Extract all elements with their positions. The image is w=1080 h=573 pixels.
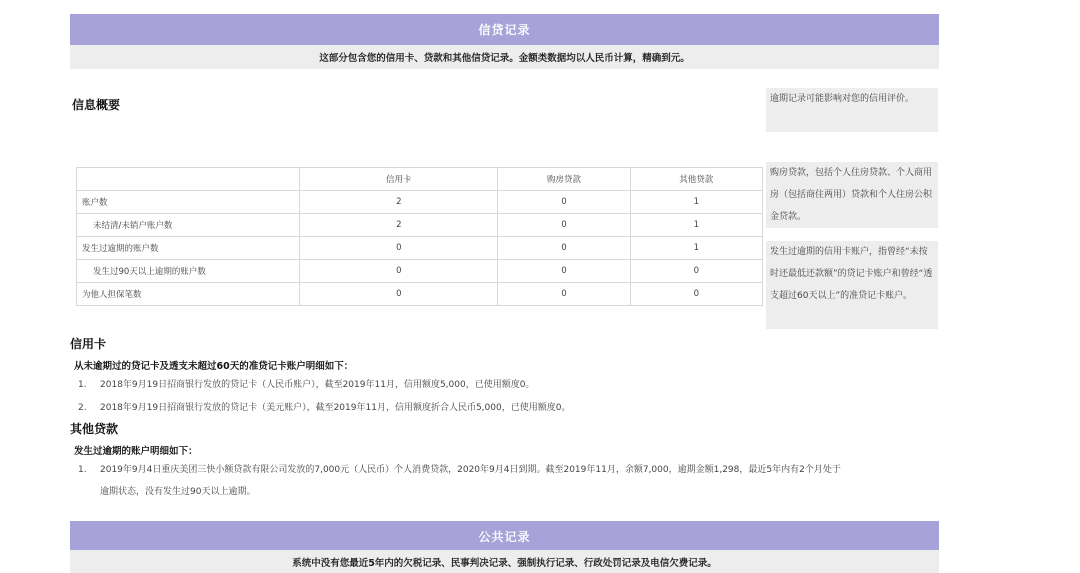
list-number: 2. [78,403,87,413]
table-header-cell: 购房贷款 [498,168,630,191]
table-row [77,283,763,306]
credit-record-description: 这部分包含您的信用卡、贷款和其他信贷记录。金额类数据均以人民币计算，精确到元。 [70,45,939,69]
list-item-continuation: 逾期状态，没有发生过90天以上逾期。 [100,487,256,497]
row-label: 账户数 [77,191,300,214]
other-loans-heading: 其他贷款 [70,422,119,436]
credit-card-subheading: 从未逾期过的贷记卡及透支未超过60天的准贷记卡账户明细如下： [74,361,354,372]
table-header-cell [77,168,300,191]
cell-value: 0 [498,237,630,260]
table-row [77,214,763,237]
cell-value: 0 [630,283,762,306]
table-header-cell: 其他贷款 [630,168,762,191]
cell-value: 0 [630,260,762,283]
other-loans-subheading: 发生过逾期的账户明细如下： [74,446,198,457]
list-number: 1. [78,380,87,390]
list-text: 2019年9月4日重庆美团三快小额贷款有限公司发放的7,000元（人民币）个人消费贷款，2020年9月4日到期。截至2019年11月，余额7,000，逾期金额1,298，最近5年内有2个月处于 [100,465,841,475]
table-row [77,191,763,214]
table-header-cell: 信用卡 [300,168,498,191]
list-item [78,397,570,419]
cell-value: 0 [300,260,498,283]
credit-record-header: 信贷记录 [70,14,939,45]
cell-value: 0 [498,260,630,283]
list-number: 1. [78,465,87,475]
cell-value: 2 [300,214,498,237]
credit-card-heading: 信用卡 [70,337,107,351]
public-record-header: 公共记录 [70,521,939,552]
summary-heading: 信息概要 [72,98,121,112]
row-label: 发生过逾期的账户数 [77,237,300,260]
row-label: 为他人担保笔数 [77,283,300,306]
note-overdue-card: 发生过逾期的信用卡账户，指曾经“未按时还最低还款额”的贷记卡账户和曾经“透支超过60天以上”的准贷记卡账户。 [766,241,938,329]
row-label: 发生过90天以上逾期的账户数 [77,260,300,283]
table-row [77,237,763,260]
cell-value: 1 [630,191,762,214]
table-row [77,260,763,283]
cell-value: 0 [300,283,498,306]
list-item [78,459,841,481]
list-text: 2018年9月19日招商银行发放的贷记卡（人民币账户），截至2019年11月，信用额度5,000，已使用额度0。 [100,380,535,390]
public-record-description: 系统中没有您最近5年内的欠税记录、民事判决记录、强制执行记录、行政处罚记录及电信欠费记录。 [70,550,939,573]
row-label: 未结清/未销户账户数 [77,214,300,237]
cell-value: 0 [300,237,498,260]
list-text: 2018年9月19日招商银行发放的贷记卡（美元账户），截至2019年11月，信用额度折合人民币5,000，已使用额度0。 [100,403,571,413]
table-header-row [77,168,763,191]
cell-value: 0 [498,191,630,214]
list-item [78,374,534,396]
note-overdue-impact: 逾期记录可能影响对您的信用评价。 [766,88,938,132]
cell-value: 2 [300,191,498,214]
cell-value: 0 [498,214,630,237]
cell-value: 0 [498,283,630,306]
summary-table [76,167,763,306]
cell-value: 1 [630,237,762,260]
note-housing-loan: 购房贷款，包括个人住房贷款、个人商用房（包括商住两用）贷款和个人住房公积金贷款。 [766,162,938,228]
cell-value: 1 [630,214,762,237]
